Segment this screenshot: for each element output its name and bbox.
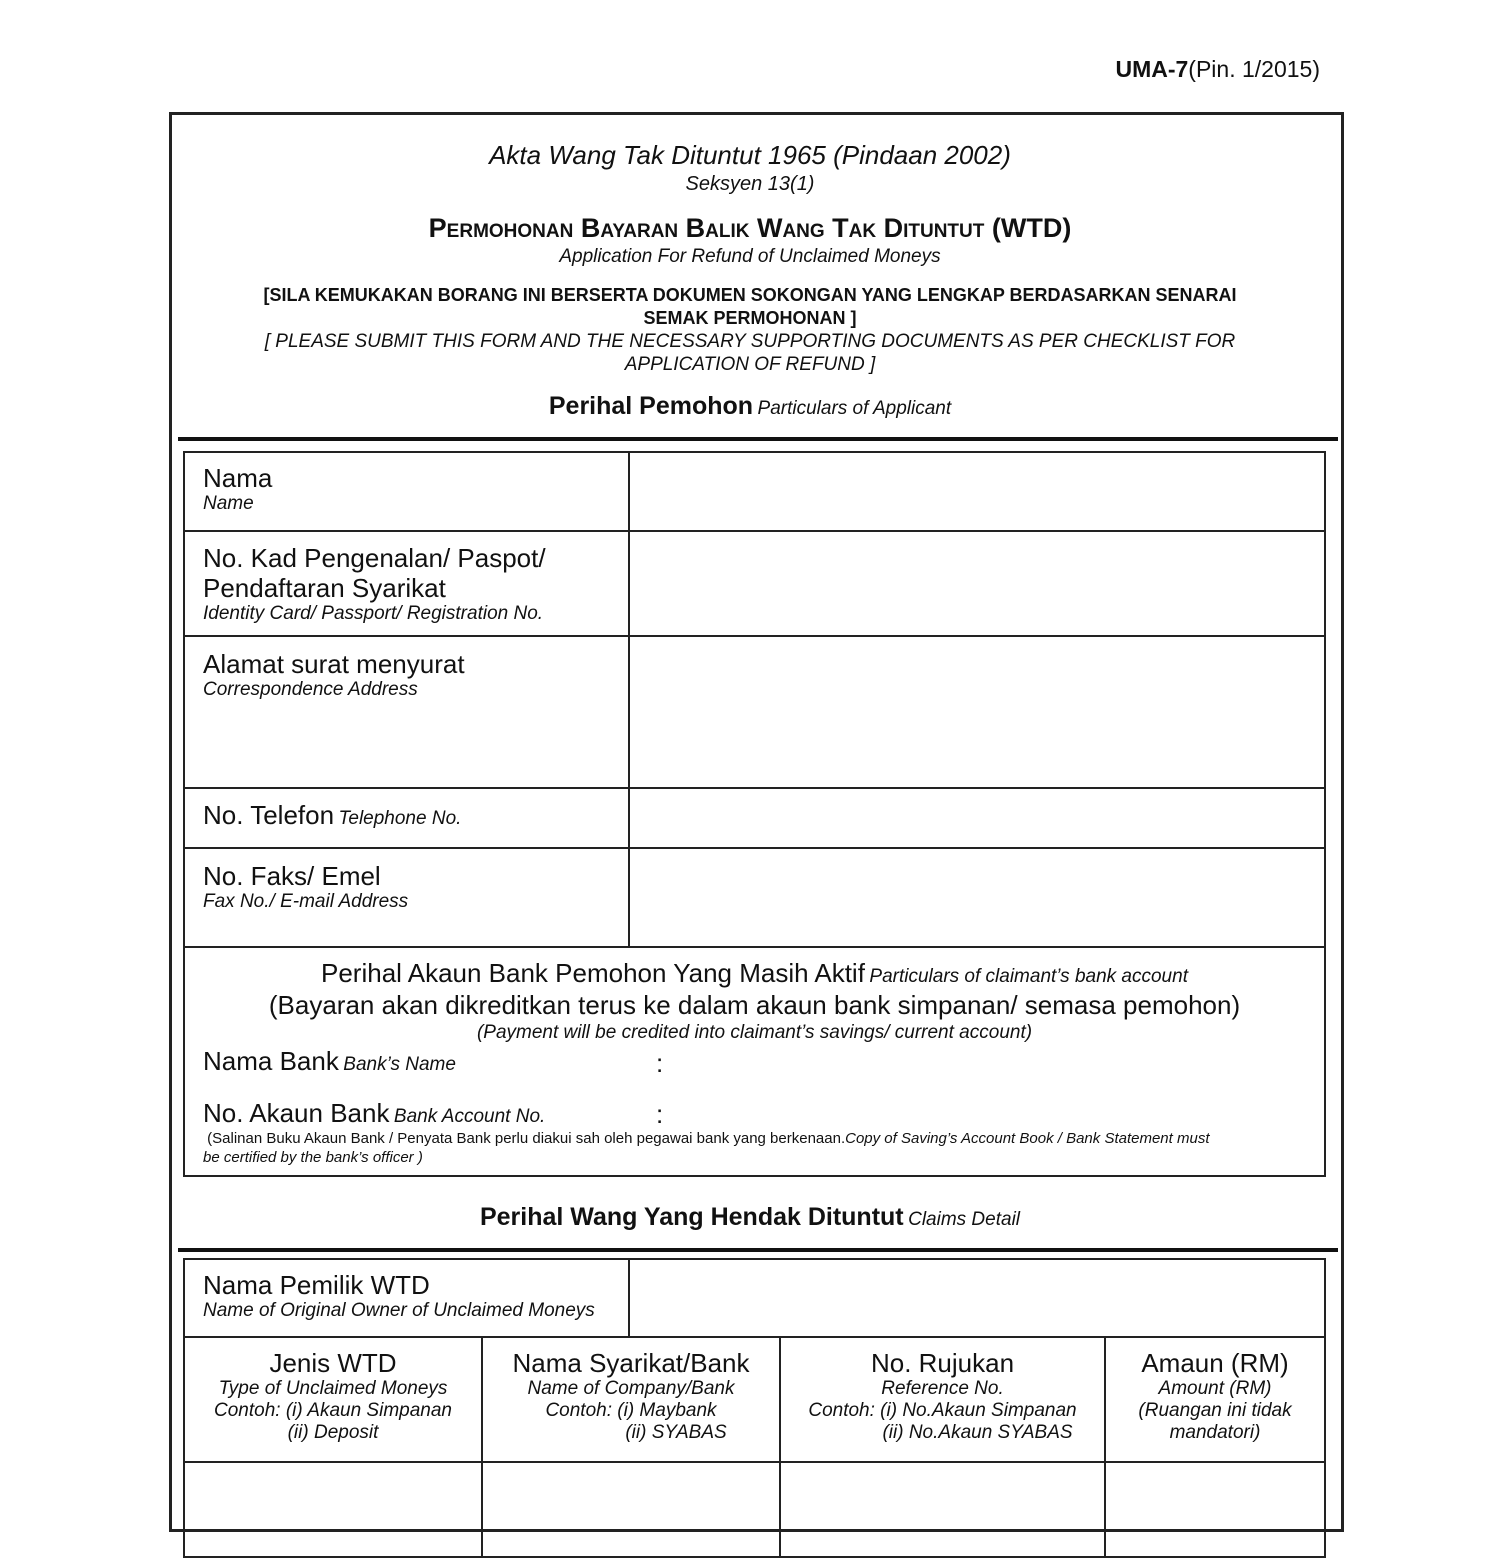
bank-heading <box>183 958 1326 989</box>
column-header-amount <box>1106 1348 1324 1444</box>
column-divider <box>628 451 630 947</box>
column-sub: Name of Company/Bank <box>527 1378 735 1399</box>
row-divider <box>183 1336 1326 1338</box>
bank-name-label-en: Bank’s Name <box>343 1054 456 1075</box>
column-title: Amaun (RM) <box>1141 1348 1289 1378</box>
instruction-en-1: [ PLEASE SUBMIT THIS FORM AND THE NECESSARY SUPPORTING DOCUMENTS AS PER CHECKLIST FOR <box>264 331 1236 352</box>
row-divider <box>183 530 1326 532</box>
row-divider <box>183 847 1326 849</box>
form-revision: (Pin. 1/2015) <box>1188 56 1320 82</box>
address-label-en: Correspondence Address <box>203 679 418 700</box>
column-example: Contoh: (i) No.Akaun Simpanan <box>808 1400 1077 1421</box>
column-example: (ii) No.Akaun SYABAS <box>882 1422 1073 1443</box>
account-label-en: Bank Account No. <box>393 1106 546 1127</box>
form-subtitle: Application For Refund of Unclaimed Moneys <box>559 246 941 267</box>
fax-email-field[interactable] <box>632 851 1322 945</box>
form-title: Permohonan Bayaran Balik Wang Tak Dituntut (WTD) <box>428 213 1072 243</box>
owner-field[interactable] <box>632 1262 1322 1334</box>
bank-heading-ms: Perihal Akaun Bank Pemohon Yang Masih Aktif <box>321 958 865 988</box>
column-header-company <box>483 1348 779 1444</box>
owner-label: Nama Pemilik WTD <box>203 1270 430 1300</box>
claim-company-cell[interactable] <box>484 1465 778 1500</box>
column-sub: Amount (RM) <box>1158 1378 1272 1399</box>
column-sub: Type of Unclaimed Moneys <box>218 1378 448 1399</box>
account-field[interactable] <box>672 1098 1312 1130</box>
instruction-ms-2: SEMAK PERMOHONAN ] <box>643 308 857 328</box>
phone-label-en: Telephone No. <box>338 808 462 829</box>
claims-heading-ms: Perihal Wang Yang Hendak Dituntut <box>479 1203 904 1231</box>
instruction-en-2: APPLICATION OF REFUND ] <box>624 354 876 375</box>
section-ref: Seksyen 13(1) <box>685 173 815 195</box>
column-title: Jenis WTD <box>269 1348 397 1378</box>
account-label: No. Akaun Bank <box>203 1098 390 1128</box>
name-label: Nama <box>203 463 273 493</box>
owner-label-en: Name of Original Owner of Unclaimed Moneys <box>203 1300 595 1321</box>
column-note: mandatori) <box>1169 1422 1261 1443</box>
act-title: Akta Wang Tak Dituntut 1965 (Pindaan 2002) <box>489 140 1011 170</box>
claims-heading <box>170 1203 1330 1232</box>
divider <box>178 437 1338 441</box>
column-title: Nama Syarikat/Bank <box>512 1348 750 1378</box>
claim-amount-cell[interactable] <box>1107 1465 1323 1500</box>
id-label-2: Pendaftaran Syarikat <box>203 573 446 603</box>
row-divider <box>183 787 1326 789</box>
bank-footnote-ms: (Salinan Buku Akaun Bank / Penyata Bank perlu diakui sah oleh pegawai bank yang berkenaan. <box>207 1130 846 1147</box>
column-divider <box>628 1258 630 1338</box>
bank-note: (Bayaran akan dikreditkan terus ke dalam akaun bank simpanan/ semasa pemohon) <box>268 990 1241 1020</box>
instruction-ms-1: [SILA KEMUKAKAN BORANG INI BERSERTA DOKUMEN SOKONGAN YANG LENGKAP BERDASARKAN SENARAI <box>263 285 1237 305</box>
row-divider <box>183 635 1326 637</box>
claim-type-cell[interactable] <box>186 1465 480 1500</box>
phone-field[interactable] <box>632 791 1322 846</box>
id-label: No. Kad Pengenalan/ Paspot/ <box>203 543 546 573</box>
bank-name-colon: : <box>656 1048 664 1078</box>
address-field[interactable] <box>632 639 1322 785</box>
column-sub: Reference No. <box>881 1378 1004 1399</box>
claims-heading-en: Claims Detail <box>908 1209 1021 1230</box>
column-example: Contoh: (i) Akaun Simpanan <box>214 1400 452 1421</box>
column-example: (ii) SYABAS <box>625 1422 727 1443</box>
applicant-heading-ms: Perihal Pemohon <box>548 392 754 420</box>
name-label-en: Name <box>203 493 254 514</box>
fax-email-label: No. Faks/ Emel <box>203 861 381 891</box>
account-colon: : <box>656 1099 664 1129</box>
bank-name-label: Nama Bank <box>203 1046 339 1076</box>
divider <box>178 1248 1338 1252</box>
form-code-id: UMA-7 <box>1115 56 1189 82</box>
applicant-heading <box>170 392 1330 421</box>
column-example: (ii) Deposit <box>287 1422 379 1443</box>
id-field[interactable] <box>632 534 1322 634</box>
fax-email-label-en: Fax No./ E-mail Address <box>203 891 409 912</box>
applicant-heading-en: Particulars of Applicant <box>757 398 952 419</box>
bank-footnote <box>203 1129 1318 1167</box>
id-label-en: Identity Card/ Passport/ Registration No. <box>203 603 544 624</box>
bank-name-field[interactable] <box>672 1046 1312 1080</box>
column-title: No. Rujukan <box>870 1348 1015 1378</box>
claim-reference-cell[interactable] <box>782 1465 1103 1500</box>
bank-footnote-en-2: be certified by the bank’s officer ) <box>203 1149 423 1166</box>
column-header-reference <box>781 1348 1104 1444</box>
name-field[interactable] <box>632 455 1322 529</box>
column-note: (Ruangan ini tidak <box>1138 1400 1292 1421</box>
column-header-type <box>185 1348 481 1444</box>
bank-note-en: (Payment will be credited into claimant’s savings/ current account) <box>476 1022 1033 1043</box>
phone-label: No. Telefon <box>203 800 335 830</box>
row-divider <box>183 946 1326 948</box>
bank-heading-en: Particulars of claimant’s bank account <box>869 966 1188 987</box>
column-example: Contoh: (i) Maybank <box>545 1400 717 1421</box>
form-code <box>1115 56 1320 83</box>
row-divider <box>183 1461 1326 1463</box>
bank-footnote-en: Copy of Saving’s Account Book / Bank Statement must <box>845 1130 1210 1147</box>
address-label: Alamat surat menyurat <box>203 649 465 679</box>
